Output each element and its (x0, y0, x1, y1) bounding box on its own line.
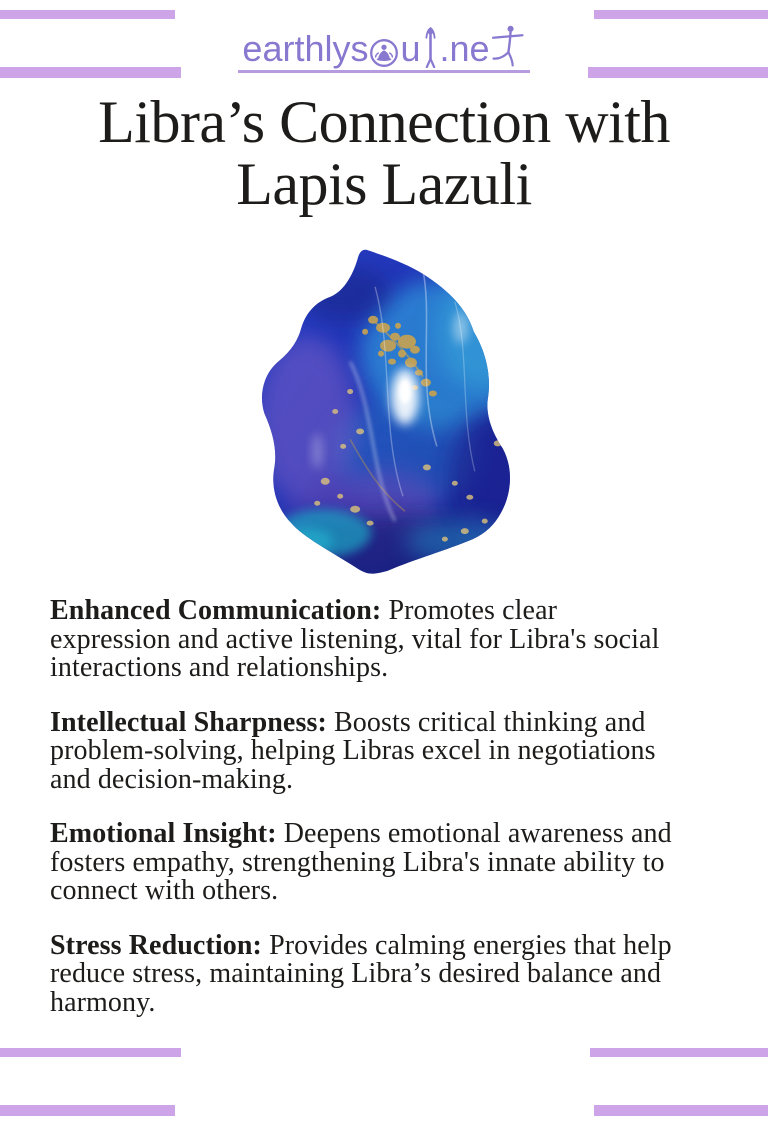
benefit-emotional-insight (50, 820, 678, 906)
benefit-heading: Stress Reduction: (50, 929, 262, 961)
page-title-line2: Lapis Lazuli (236, 150, 532, 217)
accent-bar-bottom-right-2 (594, 1105, 768, 1116)
benefit-body: Deepens emotional awareness and fosters empathy, strengthening Libra's innate ability to connect with others. (50, 818, 672, 907)
logo-underline (238, 70, 529, 73)
lapis-lazuli-stone-svg (254, 242, 546, 576)
dancer-pose-figure-icon (491, 22, 525, 68)
accent-bar-bottom-left-2 (0, 1105, 175, 1116)
lapis-lazuli-stone-image (254, 242, 546, 576)
header (0, 22, 768, 73)
tree-pose-figure-icon (422, 24, 439, 68)
brand-logo (242, 22, 525, 73)
accent-bar-bottom-right-1 (590, 1048, 768, 1057)
benefit-body: Boosts critical thinking and problem-solving, helping Libras excel in negotiations and decision-making. (50, 706, 656, 795)
page-title-line1: Libra’s Connection with (98, 89, 670, 155)
logo-text-pre: earthlys (242, 28, 369, 69)
benefit-body: Provides calming energies that help reduce stress, maintaining Libra’s desired balance and harmony. (50, 929, 672, 1019)
logo-text-dot-ne: .ne (439, 28, 490, 69)
page-title (0, 89, 768, 217)
benefit-enhanced-communication (50, 597, 678, 683)
accent-bar-bottom-left-1 (0, 1048, 181, 1057)
logo-text-mid: u (400, 28, 421, 69)
benefits-list (50, 597, 678, 1044)
benefit-intellectual-sharpness (50, 706, 678, 795)
benefit-heading: Intellectual Sharpness: (50, 706, 327, 738)
benefit-heading: Enhanced Communication: (50, 595, 382, 626)
meditation-figure-icon (369, 38, 399, 68)
accent-bar-top-right-1 (594, 10, 768, 19)
accent-bar-top-left-1 (0, 10, 175, 19)
benefit-heading: Emotional Insight: (50, 818, 277, 850)
benefit-body: Promotes clear expression and active listening, vital for Libra's social interactions and relationships. (50, 595, 660, 684)
benefit-stress-reduction (50, 929, 678, 1019)
